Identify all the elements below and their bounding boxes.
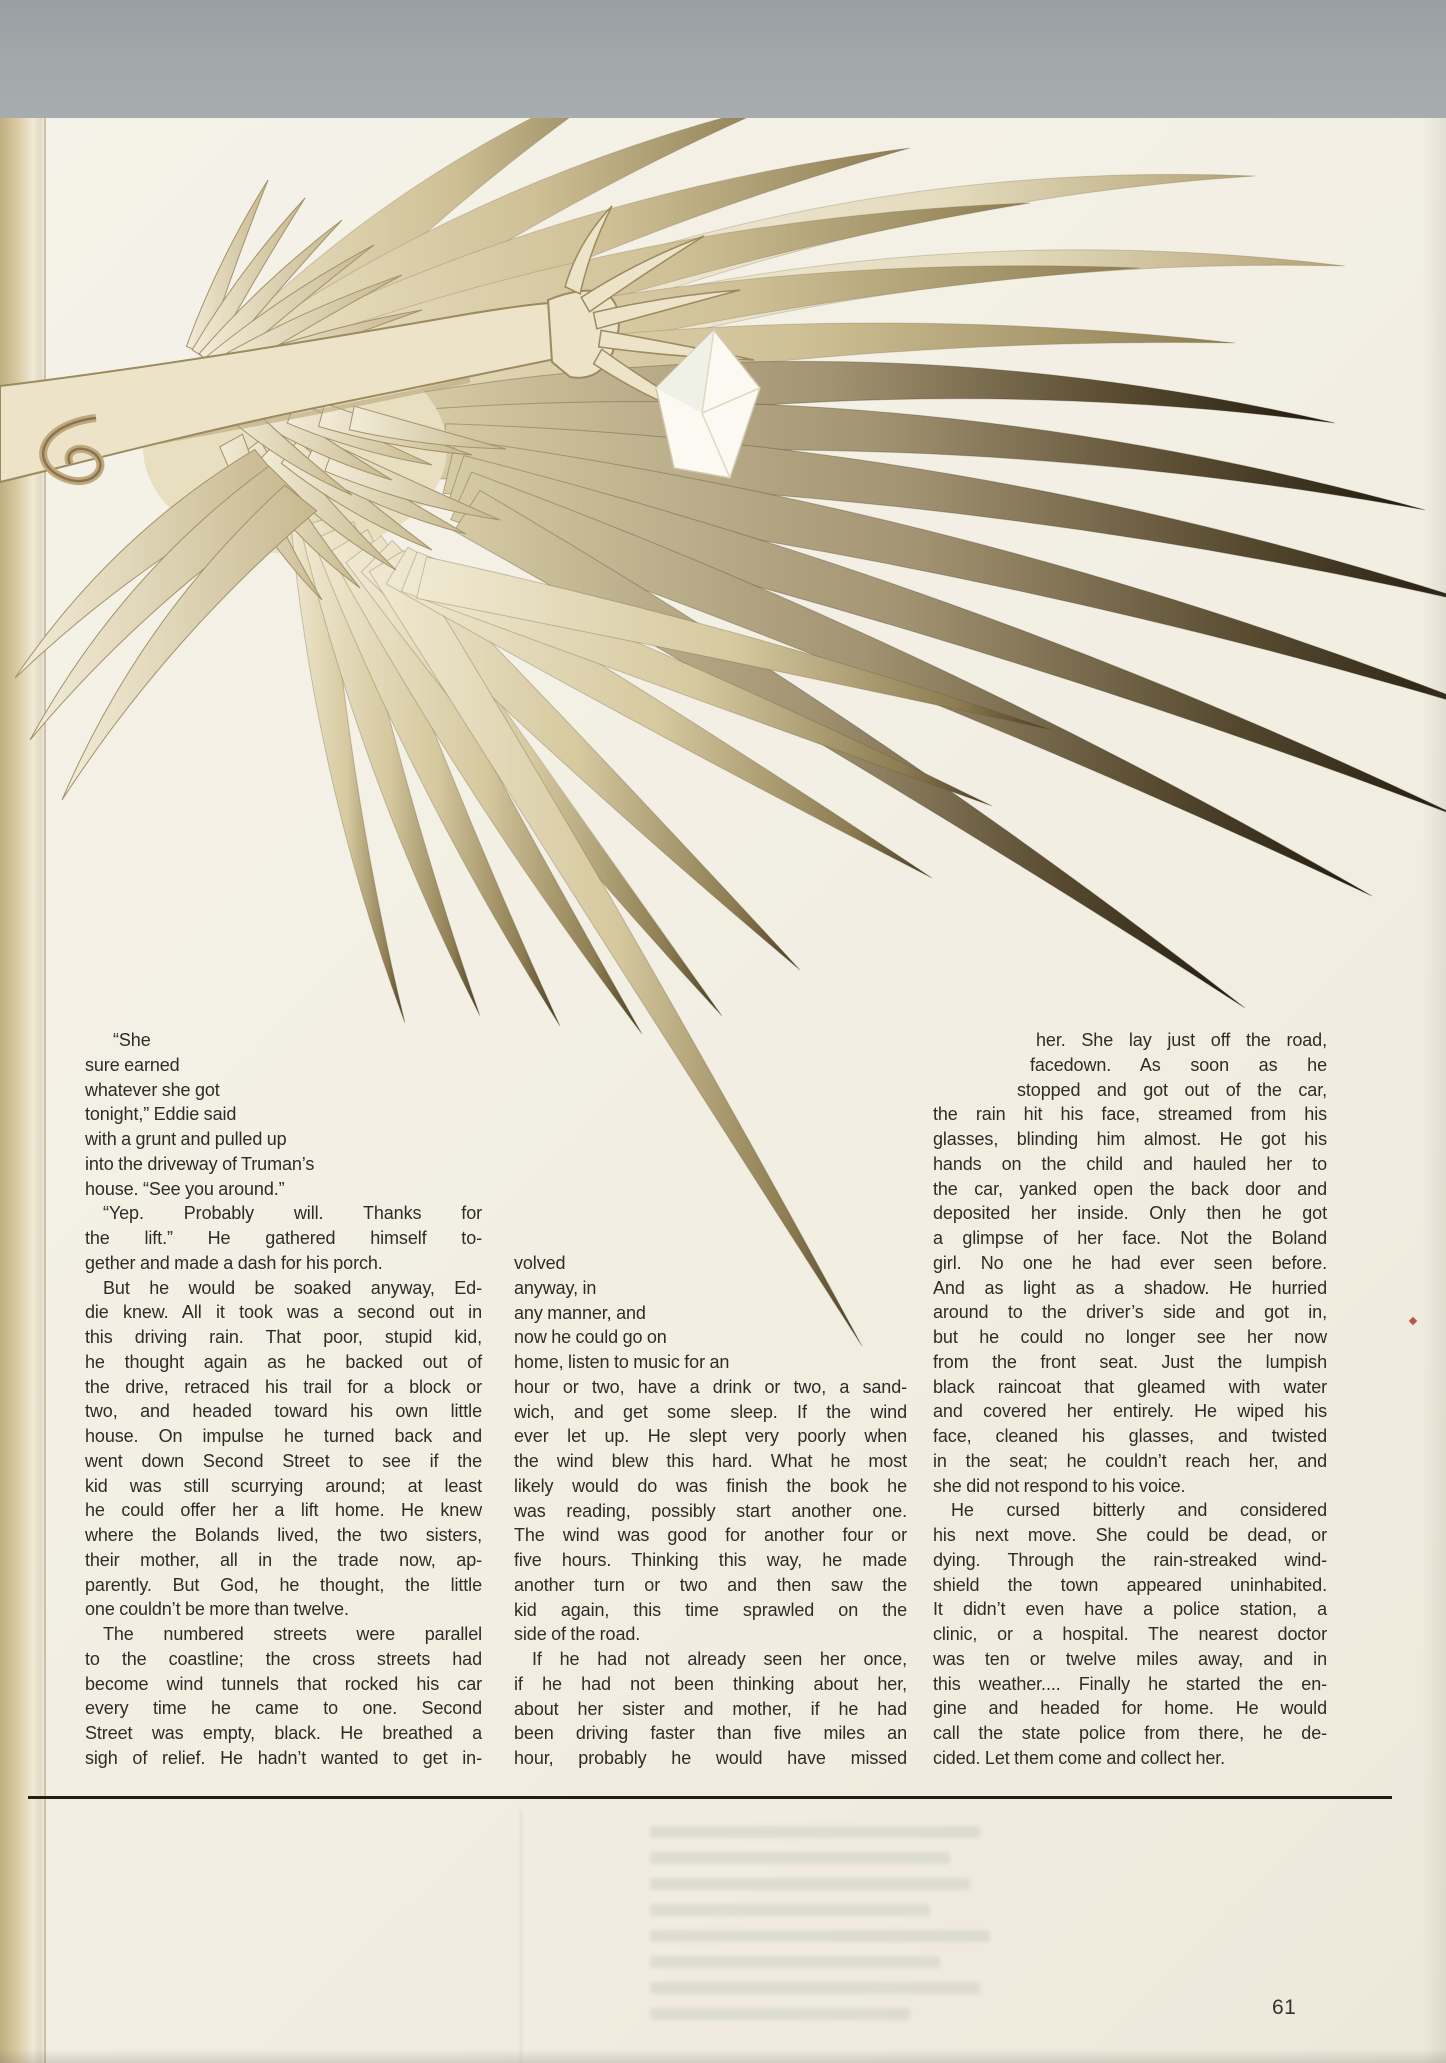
story-line: volved (514, 1253, 566, 1273)
story-line: black raincoat that gleamed with water (933, 1376, 1327, 1397)
story-line: sigh of relief. He hadn’t wanted to get in- (85, 1747, 482, 1768)
story-line: The numbered streets were parallel (103, 1624, 482, 1644)
story-line: girl. No one he had ever seen before. (933, 1252, 1327, 1273)
story-line: where the Bolands lived, the two sisters, (85, 1525, 482, 1545)
story-line: whatever she got (85, 1079, 220, 1100)
showthrough-line (650, 1826, 980, 1838)
story-line: The wind was good for another four or (514, 1525, 907, 1546)
story-line: his next move. She could be dead, or (933, 1525, 1327, 1545)
story-line: their mother, all in the trade now, ap- (85, 1549, 482, 1570)
story-line: hour, probably he would have missed (514, 1748, 907, 1768)
story-line: to the coastline; the cross streets had (85, 1648, 482, 1669)
story-line: Street was empty, black. He breathed a (85, 1723, 482, 1743)
story-line: and covered her entirely. He wiped his (933, 1401, 1327, 1422)
story-line: if he had not been thinking about her, (514, 1673, 907, 1694)
story-line: two, and headed toward his own little (85, 1401, 482, 1422)
story-line: ever let up. He slept very poorly when (514, 1426, 907, 1447)
story-line: about her sister and mother, if he had (514, 1698, 907, 1719)
magazine-page (0, 118, 1446, 2063)
story-line: And as light as a shadow. He hurried (933, 1277, 1327, 1298)
story-line: cided. Let them come and collect her. (933, 1747, 1226, 1768)
story-line: went down Second Street to see if the (85, 1450, 482, 1471)
story-line: but he could no longer see her now (933, 1327, 1327, 1347)
showthrough-divider (520, 1810, 522, 2063)
story-line: gine and headed for home. He would (933, 1698, 1327, 1719)
page-showthrough (0, 1808, 1446, 2063)
page-number: 61 (1272, 1996, 1297, 2019)
showthrough-line (650, 1904, 930, 1916)
feather (30, 466, 301, 740)
story-line: house. “See you around.” (85, 1178, 285, 1199)
story-line: stopped and got out of the car, (1017, 1079, 1327, 1100)
story-line: But he would be soaked anyway, Ed- (103, 1277, 482, 1298)
story-line: It didn’t even have a police station, a (933, 1599, 1327, 1620)
story-line: house. On impulse he turned back and (85, 1426, 482, 1446)
story-line: into the driveway of Truman’s (85, 1153, 315, 1174)
story-line: any manner, and (514, 1302, 646, 1323)
story-line: clinic, or a hospital. The nearest doctor (933, 1624, 1327, 1644)
story-line: kid again, this time sprawled on the (514, 1599, 907, 1620)
story-line: face, cleaned his glasses, and twisted (933, 1426, 1327, 1446)
story-line: tonight,” Eddie said (85, 1104, 237, 1125)
story-column-3 (933, 1028, 1327, 1771)
story-line: with a grunt and pulled up (85, 1129, 287, 1149)
story-column-2 (514, 1251, 907, 1771)
page-right-shade (1422, 118, 1446, 2063)
story-line: this driving rain. That poor, stupid kid, (85, 1327, 482, 1347)
story-line: the wind blew this hard. What he most (514, 1451, 907, 1471)
story-line: become wind tunnels that rocked his car (85, 1673, 482, 1694)
story-line: he could offer her a lift home. He knew (85, 1500, 482, 1521)
story-line: now he could go on (514, 1327, 667, 1348)
story-line: her. She lay just off the road, (1036, 1030, 1327, 1050)
story-line: the drive, retraced his trail for a block or (85, 1376, 482, 1397)
story-line: the rain hit his face, streamed from his (933, 1104, 1327, 1125)
story-line: call the state police from there, he de- (933, 1723, 1327, 1743)
story-line: facedown. As soon as he (1030, 1054, 1327, 1075)
footer-rule (28, 1796, 1392, 1799)
story-line: hour or two, have a drink or two, a sand- (514, 1376, 907, 1397)
story-line: deposited her inside. Only then he got (933, 1203, 1327, 1224)
story-line: this weather.... Finally he started the en- (933, 1673, 1327, 1694)
story-line: every time he came to one. Second (85, 1698, 482, 1719)
background-band (0, 0, 1446, 118)
showthrough-line (650, 1852, 950, 1864)
showthrough-line (650, 1956, 940, 1968)
story-line: “She (113, 1030, 151, 1050)
story-line: likely would do was finish the book he (514, 1475, 907, 1496)
story-line: hands on the child and hauled her to (933, 1153, 1327, 1174)
story-line: He cursed bitterly and considered (951, 1500, 1327, 1521)
showthrough-line (650, 1982, 980, 1994)
story-line: side of the road. (514, 1624, 641, 1645)
story-line: he thought again as he backed out of (85, 1351, 482, 1372)
story-line: another turn or two and then saw the (514, 1574, 907, 1595)
story-line: from the front seat. Just the lumpish (933, 1351, 1327, 1372)
story-line: die knew. All it took was a second out in (85, 1302, 482, 1323)
story-line: dying. Through the rain-streaked wind- (933, 1549, 1327, 1570)
story-line: sure earned (85, 1054, 180, 1075)
story-line: she did not respond to his voice. (933, 1475, 1186, 1496)
story-line: glasses, blinding him almost. He got his (933, 1129, 1327, 1149)
story-column-1 (85, 1028, 482, 1771)
story-line: kid was still scurrying around; at least (85, 1475, 482, 1496)
story-line: If he had not already seen her once, (532, 1649, 907, 1669)
page-bottom-shade (0, 2049, 1446, 2063)
showthrough-line (650, 1878, 970, 1890)
showthrough-line (650, 2008, 910, 2020)
story-line: gether and made a dash for his porch. (85, 1252, 383, 1273)
story-line: five hours. Thinking this way, he made (514, 1550, 907, 1570)
story-line: anyway, in (514, 1277, 597, 1298)
story-line: a glimpse of her face. Not the Boland (933, 1228, 1327, 1248)
story-line: parently. But God, he thought, the little (85, 1574, 482, 1595)
story-line: wich, and get some sleep. If the wind (514, 1401, 907, 1422)
story-line: was ten or twelve miles away, and in (933, 1648, 1327, 1669)
story-line: in the seat; he couldn’t reach her, and (933, 1450, 1327, 1471)
story-line: home, listen to music for an (514, 1352, 730, 1372)
story-line: was reading, possibly start another one. (514, 1500, 907, 1521)
story-line: the car, yanked open the back door and (933, 1178, 1327, 1199)
story-line: “Yep. Probably will. Thanks for (103, 1203, 482, 1224)
story-line: shield the town appeared uninhabited. (933, 1574, 1327, 1595)
story-line: one couldn’t be more than twelve. (85, 1599, 349, 1620)
showthrough-line (650, 1930, 990, 1942)
story-line: around to the driver’s side and got in, (933, 1302, 1327, 1323)
story-line: been driving faster than five miles an (514, 1723, 907, 1744)
story-line: the lift.” He gathered himself to- (85, 1228, 482, 1248)
